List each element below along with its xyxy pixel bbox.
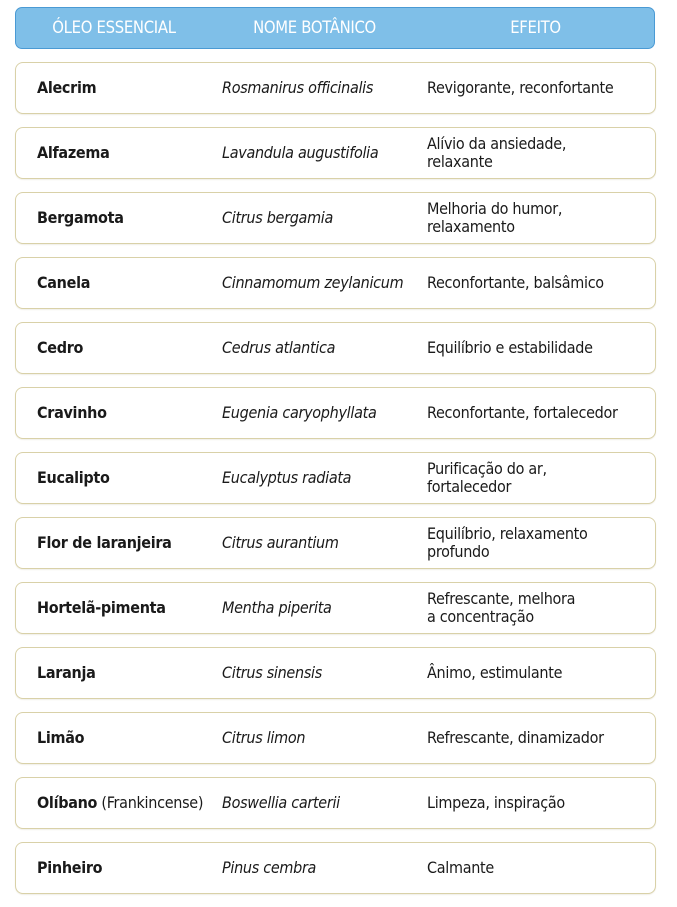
table-row [15,842,656,894]
table-row [15,127,656,179]
table-row [15,777,656,829]
oil-name [37,648,222,697]
botanical-name: Citrus bergamia [222,207,334,227]
table-row [15,62,656,114]
effect [427,193,649,242]
oil-name-text: Eucalipto [37,467,110,487]
botanical-name: Mentha piperita [222,597,332,617]
header-effect: EFEITO [510,18,561,37]
oil-name-text: Canela [37,272,91,292]
botanical-name: Citrus limon [222,727,306,747]
oil-name [37,63,222,112]
effect-line-2: fortalecedor [427,476,512,496]
effect-line-1: Limpeza, inspiração [427,792,565,812]
table-row [15,517,656,569]
effect-line-2: relaxamento [427,216,515,236]
oil-name-text: Alfazema [37,142,110,162]
header-botanical-name: NOME BOTÂNICO [253,18,376,37]
oil-name-text: Olíbano [37,792,98,812]
botanical-name: Citrus sinensis [222,662,322,682]
oil-name-text: Bergamota [37,207,124,227]
effect-line-1: Melhoria do humor, [427,198,563,218]
oil-name-text: Cravinho [37,402,107,422]
oil-name-text: Laranja [37,662,96,682]
table-row [15,322,656,374]
table-row [15,387,656,439]
effect-line-1: Refrescante, melhora [427,588,576,608]
oil-name [37,518,222,567]
oil-name [37,453,222,502]
effect-line-1: Refrescante, dinamizador [427,727,604,747]
oil-name [37,323,222,372]
header-essential-oil: ÓLEO ESSENCIAL [52,18,176,37]
oil-name [37,778,222,827]
effect-line-1: Reconfortante, balsâmico [427,272,604,292]
effect [427,778,649,827]
botanical-name: Cedrus atlantica [222,337,336,357]
oil-name-text: Alecrim [37,77,97,97]
effect [427,323,649,372]
table-row [15,647,656,699]
botanical-name: Lavandula augustifolia [222,142,379,162]
oil-table [15,62,656,907]
effect-line-2: profundo [427,541,490,561]
effect-line-1: Alívio da ansiedade, [427,133,567,153]
oil-name-extra: (Frankincense) [97,792,204,812]
oil-name [37,388,222,437]
effect [427,518,649,567]
table-row [15,452,656,504]
table-row [15,712,656,764]
effect [427,128,649,177]
table-header [15,7,655,49]
botanical-name: Eugenia caryophyllata [222,402,377,422]
effect-line-2: a concentração [427,606,534,626]
oil-name-text: Flor de laranjeira [37,532,172,552]
botanical-name: Citrus aurantium [222,532,339,552]
botanical-name: Eucalyptus radiata [222,467,352,487]
table-row [15,582,656,634]
effect [427,63,649,112]
oil-name [37,843,222,892]
oil-name [37,128,222,177]
botanical-name: Boswellia carterii [222,792,340,812]
effect [427,453,649,502]
table-row [15,192,656,244]
effect [427,648,649,697]
oil-name-text: Pinheiro [37,857,103,877]
oil-name-text: Limão [37,727,85,747]
oil-name [37,583,222,632]
botanical-name: Pinus cembra [222,857,317,877]
effect [427,843,649,892]
effect-line-2: relaxante [427,151,493,171]
effect [427,388,649,437]
effect-line-1: Purificação do ar, [427,458,547,478]
oil-name [37,258,222,307]
table-row [15,257,656,309]
botanical-name: Rosmanirus officinalis [222,77,374,97]
oil-name [37,193,222,242]
effect-line-1: Equilíbrio e estabilidade [427,337,593,357]
effect [427,713,649,762]
botanical-name: Cinnamomum zeylanicum [222,272,404,292]
oil-name-text: Cedro [37,337,84,357]
effect [427,583,649,632]
oil-name [37,713,222,762]
effect-line-1: Revigorante, reconfortante [427,77,614,97]
effect-line-1: Equilíbrio, relaxamento [427,523,588,543]
effect-line-1: Ânimo, estimulante [427,662,563,682]
oil-name-text: Hortelã-pimenta [37,597,166,617]
effect [427,258,649,307]
effect-line-1: Reconfortante, fortalecedor [427,402,618,422]
effect-line-1: Calmante [427,857,494,877]
